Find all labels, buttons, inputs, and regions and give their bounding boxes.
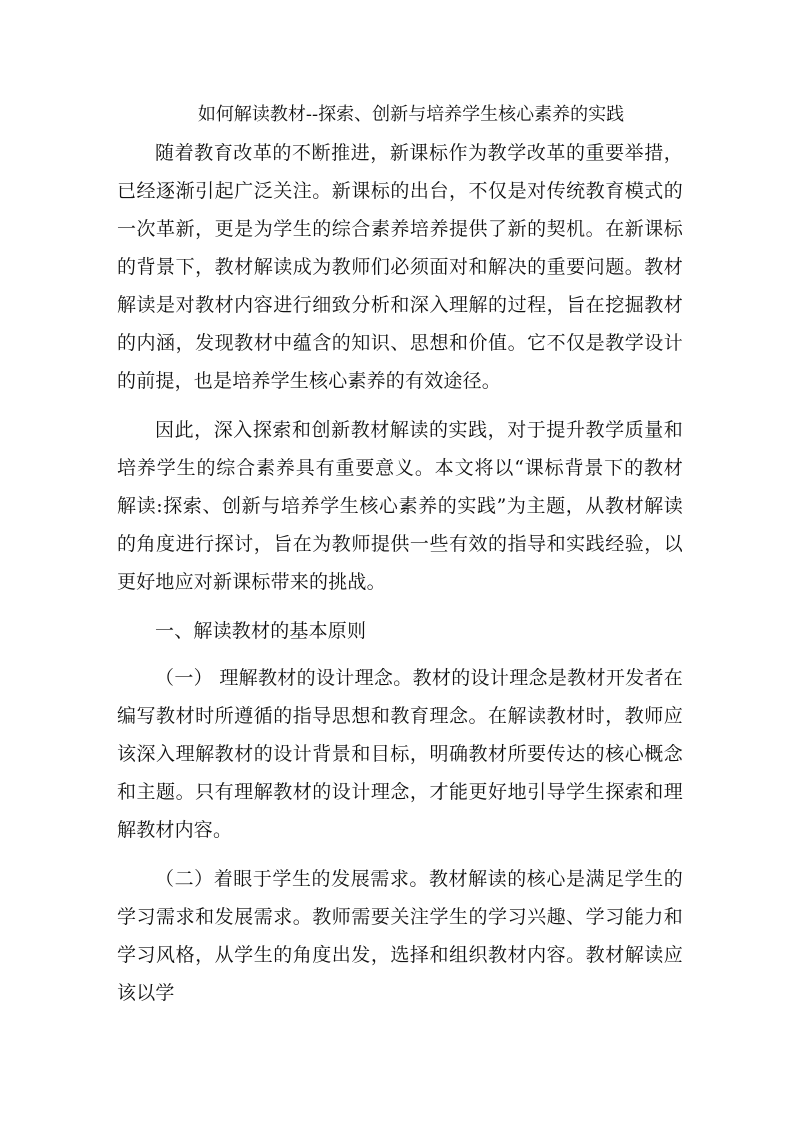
document-page [117,100,683,1023]
paragraph-principle-1: （一） 理解教材的设计理念。教材的设计理念是教材开发者在编写教材时所遵循的指导思想和教育理念。在解读教材时，教师应该深入理解教材的设计背景和目标，明确教材所要传达的核心概念和主题。只有理解教材的设计理念，才能更好地引导学生探索和理解教材内容。 [117,667,683,841]
paragraph-principle-2: （二）着眼于学生的发展需求。教材解读的核心是满足学生的学习需求和发展需求。教师需要关注学生的学习兴趣、学习能力和学习风格，从学生的角度出发，选择和组织教材内容。教材解读应该以学 [117,868,683,1004]
document-title: 如何解读教材--探索、创新与培养学生核心素养的实践 [197,104,625,125]
section-heading-principles: 一、解读教材的基本原则 [155,620,367,642]
paragraph-purpose: 因此，深入探索和创新教材解读的实践，对于提升教学质量和培养学生的综合素养具有重要意义。本文将以“课标背景下的教材解读:探索、创新与培养学生核心素养的实践”为主题，从教材解读的角度进行探讨，旨在为教师提供一些有效的指导和实践经验，以更好地应对新课标带来的挑战。 [117,419,683,593]
paragraph-intro: 随着教育改革的不断推进，新课标作为教学改革的重要举措，已经逐渐引起广泛关注。新课标的出台，不仅是对传统教育模式的一次革新，更是为学生的综合素养培养提供了新的契机。在新课标的背景下，教材解读成为教师们必须面对和解决的重要问题。教材解读是对教材内容进行细致分析和深入理解的过程，旨在挖掘教材的内涵，发现教材中蕴含的知识、思想和价值。它不仅是教学设计的前提，也是培养学生核心素养的有效途径。 [117,142,683,392]
